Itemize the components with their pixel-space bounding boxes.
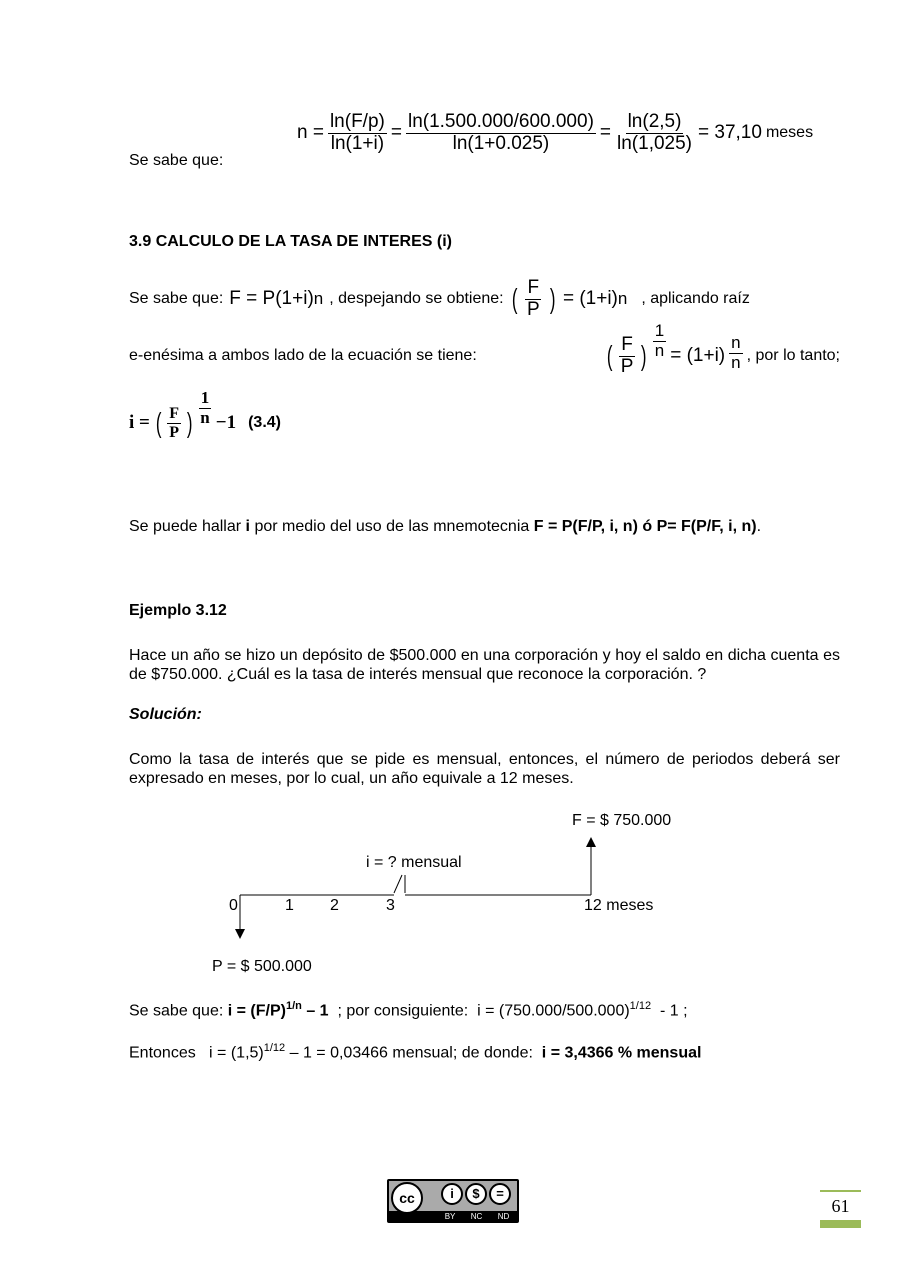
- denominator: P: [526, 298, 540, 320]
- result-line-1: [129, 1000, 688, 1020]
- page-number-rule: [820, 1190, 861, 1192]
- denominator: n: [200, 407, 210, 427]
- tick-12: 12 meses: [584, 897, 654, 914]
- denominator: ln(1,025): [617, 132, 693, 154]
- numerator: ln(F/p): [329, 111, 385, 132]
- numerator: n: [731, 333, 741, 353]
- numerator: F: [169, 405, 179, 422]
- cc-license-badge: [387, 1179, 519, 1223]
- exponent: n: [617, 289, 628, 309]
- text-bold: – 1: [301, 1002, 329, 1020]
- text: , por lo tanto;: [746, 347, 840, 365]
- present-value-label: P = $ 500.000: [212, 958, 312, 975]
- section-heading: 3.9 CALCULO DE LA TASA DE INTERES (i): [129, 233, 452, 250]
- solution-label: Solución:: [129, 706, 202, 723]
- denominator: ln(1+0.025): [452, 132, 550, 154]
- text: Se sabe que:: [129, 290, 224, 308]
- text: – 1 = 0,03466 mensual; de donde:: [285, 1044, 542, 1062]
- text-bold: i: [245, 518, 250, 535]
- text: por medio del uso de las mnemotecnia: [254, 518, 530, 535]
- text-bold: i = 3,4366 % mensual: [541, 1044, 702, 1062]
- text: .: [756, 518, 762, 535]
- exponent: 1/12: [263, 1042, 286, 1054]
- numerator: F: [621, 334, 633, 355]
- formula-minus-one: −1: [215, 412, 237, 434]
- text-bold: F = P(F/P, i, n) ó P= F(P/F, i, n): [533, 518, 757, 535]
- up-arrow-head: [586, 837, 596, 847]
- tick-0: 0: [229, 897, 238, 914]
- break-mark: [394, 875, 402, 893]
- rate-label: i = ? mensual: [366, 854, 462, 871]
- numerator: F: [527, 277, 540, 298]
- page-number: 61: [831, 1196, 850, 1216]
- formula-3-4: i = ( $\frac{F}{P}$ ) $\frac{1}{n}$ −1 (3.4): [129, 387, 281, 441]
- eq-result: = 37,10: [698, 122, 762, 144]
- formula: F = P(1+i): [229, 288, 314, 310]
- exponent: 1/12: [629, 1000, 652, 1012]
- tick-3: 3: [386, 897, 395, 914]
- eq-label: Se sabe que:: [129, 152, 224, 169]
- text: ; por consiguiente: i = (750.000/500.000): [328, 1002, 630, 1020]
- equation-n: n = $\frac{\ln(F/p)}{\ln(1+i)}$ = $\frac{\ln(1.500.000/600.000)}{\ln(1+0.025)}$ = $\frac{\ln(2,5)}{\ln(1,025)}$ = 37,10 meses: [297, 111, 814, 154]
- example-title: Ejemplo 3.12: [129, 602, 227, 619]
- eq-lhs: n =: [297, 122, 324, 144]
- numerator: ln(2,5): [627, 111, 682, 132]
- text: e-enésima a ambos lado de la ecuación se tiene:: [129, 347, 477, 365]
- tick-1: 1: [285, 897, 294, 914]
- equation-number: (3.4): [248, 414, 281, 432]
- para2: e-enésima a ambos lado de la ecuación se tiene: ( $\frac{F}{P}$ ) $\frac{1}{n}$ = (1+i) $\frac{n}{n}$ , por lo tanto;: [129, 321, 840, 377]
- text: - 1 ;: [651, 1002, 688, 1020]
- formula: = (1+i): [670, 345, 726, 367]
- formula-lhs: i =: [129, 412, 150, 434]
- denominator: n: [654, 340, 665, 360]
- nc-icon: $: [465, 1183, 487, 1205]
- numerator: 1: [200, 387, 210, 407]
- text: , despejando se obtiene:: [329, 290, 504, 308]
- tick-2: 2: [330, 897, 339, 914]
- cc-icon: cc: [391, 1182, 423, 1214]
- para1: Se sabe que: F = P(1+i) n , despejando se obtiene: ( $\frac{F}{P}$ ) = (1+i) n , aplicando raíz: [129, 277, 750, 320]
- numerator: 1: [654, 321, 665, 341]
- exponent: n: [313, 289, 324, 309]
- denominator: P: [620, 355, 634, 377]
- nd-icon: =: [489, 1183, 511, 1205]
- text: Entonces i = (1,5): [129, 1044, 264, 1062]
- license-by: BY: [444, 1212, 456, 1221]
- license-nc: NC: [470, 1212, 483, 1221]
- text: , aplicando raíz: [641, 290, 750, 308]
- down-arrow-head: [235, 929, 245, 939]
- text: Se sabe que:: [129, 1002, 224, 1020]
- eq-unit: meses: [765, 124, 814, 142]
- denominator: ln(1+i): [330, 132, 385, 154]
- text: Se puede hallar: [129, 518, 242, 535]
- page-number-bar: [820, 1220, 861, 1228]
- formula: = (1+i): [562, 288, 618, 310]
- future-value-label: F = $ 750.000: [572, 812, 672, 829]
- denominator: P: [169, 423, 179, 441]
- denominator: n: [731, 352, 741, 372]
- solution-text: Como la tasa de interés que se pide es mensual, entonces, el número de periodos deberá ser expresado en meses, por lo cual, un año equivale a 12 meses.: [129, 751, 840, 787]
- result-line-2: [129, 1042, 701, 1062]
- license-nd: ND: [497, 1212, 510, 1221]
- exponent: 1/n: [285, 1000, 302, 1012]
- license-labels: [437, 1212, 517, 1221]
- example-text: Hace un año se hizo un depósito de $500.000 en una corporación y hoy el saldo en dicha cuenta es de $750.000. ¿Cuál es la tasa de interés mensual que reconoce la corporación. ?: [129, 647, 840, 683]
- numerator: ln(1.500.000/600.000): [407, 111, 594, 132]
- text-bold: i = (F/P): [227, 1002, 286, 1020]
- by-icon: i: [441, 1183, 463, 1205]
